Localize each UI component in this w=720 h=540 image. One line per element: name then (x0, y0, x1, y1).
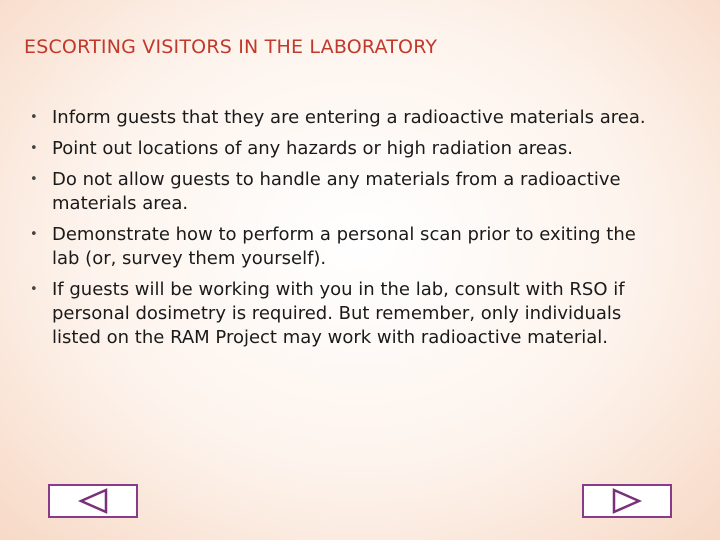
list-item (24, 223, 664, 271)
bullet-text: Demonstrate how to perform a personal scan prior to exiting the lab (or, survey them yourself). (52, 224, 636, 269)
next-slide-button[interactable] (582, 484, 672, 518)
bullet-marker: • (30, 282, 38, 297)
bullet-text: Inform guests that they are entering a radioactive materials area. (52, 107, 646, 128)
bullet-marker: • (30, 110, 38, 125)
bullet-marker: • (30, 227, 38, 242)
bullet-text: If guests will be working with you in the lab, consult with RSO if personal dosimetry is required. But remember, only individuals listed on the RAM Project may work with radioactive material. (52, 279, 625, 348)
bullet-list (24, 106, 664, 357)
triangle-right-icon (584, 486, 670, 516)
list-item (24, 137, 664, 161)
list-item (24, 106, 664, 130)
bullet-marker: • (30, 172, 38, 187)
triangle-left-icon (50, 486, 136, 516)
list-item (24, 168, 664, 216)
previous-slide-button[interactable] (48, 484, 138, 518)
bullet-marker: • (30, 141, 38, 156)
slide-title: ESCORTING VISITORS IN THE LABORATORY (24, 36, 438, 58)
list-item (24, 278, 664, 350)
bullet-text: Do not allow guests to handle any materials from a radioactive materials area. (52, 169, 621, 214)
bullet-text: Point out locations of any hazards or high radiation areas. (52, 138, 573, 159)
